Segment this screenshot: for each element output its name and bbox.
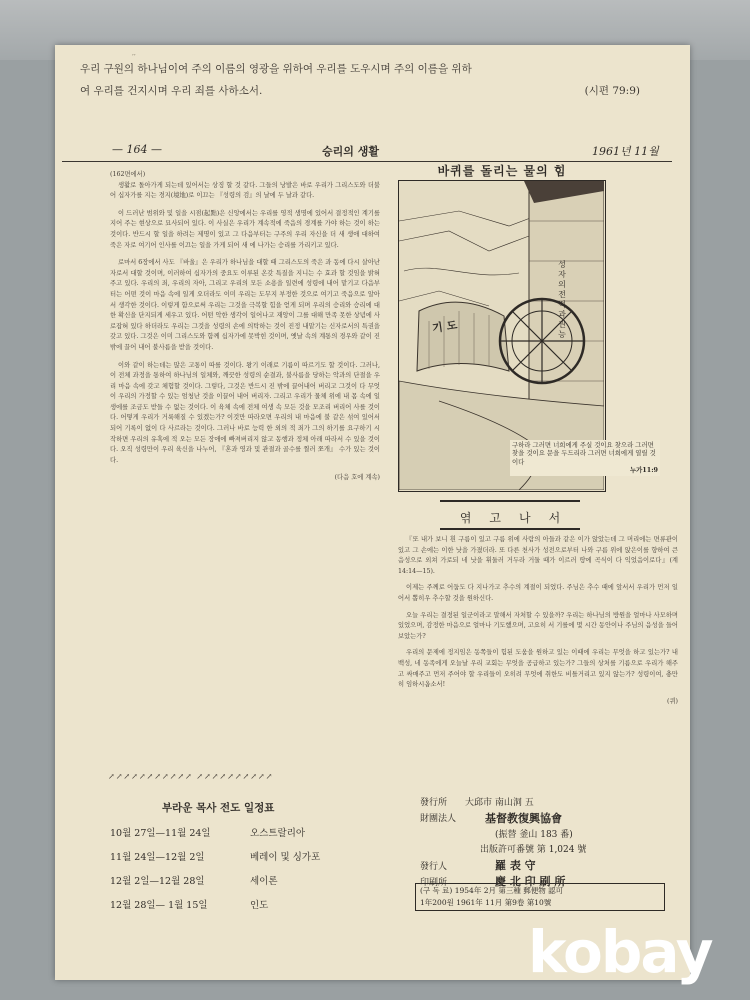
issue-date: 1961년 11월 (592, 145, 659, 158)
office-address: 大邱市 南山洞 五 (465, 798, 534, 808)
watermark-logo: kobay (528, 918, 712, 986)
ornament-divider: ↗↗↗↗↗↗↗↗↗↗↗ ↗↗↗↗↗↗↗↗↗↗ (108, 772, 274, 781)
schedule-row (110, 870, 380, 894)
schedule-dates: 11월 24일—12월 2일 (110, 852, 205, 863)
schedule-title: 부라운 목사 전도 일정표 (162, 802, 275, 814)
office-label: 發行所 (420, 798, 448, 808)
paper-mark: ′′ (132, 53, 136, 62)
schedule-row (110, 822, 380, 846)
verse-line-2: 여 우리를 건지시며 우리 죄를 사하소서. (80, 85, 263, 97)
cartoon-caption (510, 440, 660, 476)
caption-reference: 누가11:9 (629, 466, 658, 475)
cartoon-title: 바퀴를 돌리는 물의 힘 (437, 164, 567, 178)
editorial-title: 엮고나서 (440, 500, 580, 530)
account-number: (振替 釜山 183 番) (495, 830, 573, 840)
printer-name: 慶 北 印 刷 所 (495, 875, 566, 888)
schedule-dates: 10월 27일—11월 24일 (110, 828, 211, 839)
verse-reference: (시편 79:9) (584, 85, 640, 97)
editorial-paragraph: 우리의 문제에 정지임은 동쪽들이 힘된 도움을 원하고 있는 이때에 우리는 무엇을 하고 있는가? 내 백성, 네 동족에게 오늘날 우리 교회는 무엇을 공급하고 있는가? 그들의 상처를 기름으로 우리가 해주고 싸매주고 먼저 주어야 할 우리들이 오히려 무엇에 취한도 비틀거리고 있지 않는가? 성령이여, 충만히 임하시옵소서! (398, 649, 678, 689)
schedule-dates: 12월 28일— 1월 15일 (110, 900, 208, 911)
schedule-row (110, 894, 380, 918)
subscription-box (415, 883, 665, 911)
schedule-place: 베레이 및 싱가포 (250, 852, 321, 863)
editorial-end-mark: (퀴) (667, 697, 678, 705)
editorial-paragraph: 오늘 우리는 결정된 일군이라고 말해서 자처할 수 있을까? 우리는 하나님의 방원을 얼마나 사모하며 있었으며, 감정한 마음으로 얼마나 기도했으며, 고요히 서 기를에 몇 시간 동안이나 주님의 음성을 들어 보았는가? (398, 611, 678, 640)
schedule-list (110, 822, 380, 918)
cartoon-prayer-label: 기도 (431, 318, 463, 335)
subscription-line-2: 1年200원 1961年 11月 第9卷 第10號 (420, 898, 552, 907)
publisher-name: 羅 表 守 (495, 859, 536, 872)
permit-number: 出版許可番號 第 1,024 號 (480, 845, 587, 855)
page-number: — 164 — (112, 143, 162, 156)
article-paragraph: 이 드러난 범위와 및 일을 시점(起點)은 신앙에서는 우리를 영적 생명에 있어서 결정적인 계기를 지어 주는 현상으로 묘사되어 있다. 이 사실은 우리가 계속적에 죽음의 경계를 가야 하는 것이 하는 것이다. 반드시 할 일을 하려는 제명이 있고 그 다음부터는 구주의 우리 자신을 더 새 생애 대하여 죽은 자로 여기어 인사를 이끄는 일을 가게 되어 새 에 나가는 승리를 가리키고 있다. (110, 209, 380, 249)
continued-note: (다음 호에 계속) (334, 474, 380, 482)
article-paragraph: 생활로 돌아가게 되는데 있어서는 상징 할 것 같다. 그들의 낭발은 바로 우리가 그리스도와 더불어 십자가를 지는 경지(境地)로 이끄는 『성령의 검』의 날에 두 날과 같다. (110, 181, 380, 200)
schedule-row (110, 846, 380, 870)
editorial-paragraph: 이제는 주께로 어둡도 다 지나가고 추수의 계절이 되었다. 주님은 추수 때에 앞서서 우리가 먼저 일어서 뽑히우 추수할 것을 원하신다. (398, 584, 678, 602)
schedule-place: 오스트랄리아 (250, 828, 306, 839)
editorial-paragraph: 『또 내가 보니 흰 구름이 있고 구름 위에 사람의 아들과 같은 이가 앉았는데 그 머리에는 면류관이 있고 그 손에는 이한 낫을 가졌더라. 또 다른 천사가 성전으로부터 나와 구름 위에 앉은이를 향하여 큰 음성으로 외쳐 가로되 네 낫을 휘둘러 거두라 거둘 때가 이르러 땅에 곡식이 다 익었음이로다』(계 14:14—15). (398, 536, 678, 575)
left-article-column (110, 170, 380, 491)
subscription-line-1: (구 독 료) 1954年 2月 第三種 郵便物 認可 (420, 886, 564, 895)
publisher-label: 發行人 (420, 862, 448, 872)
schedule-place: 인도 (250, 900, 269, 911)
article-paragraph: 로마서 6장에서 사도 『바울』은 우리가 하나님을 대할 때 그리스도의 죽은 과 동에 다시 살아난 자로서 대할 것이며, 이러하여 십자가의 중요도 이루된 온갖 특질을 지니는 수 효과 할 것임을 밝혀 주고 있다. 우리의 죄, 우리의 자아, 그리고 우리의 모든 소용을 일련에 성령에 내어 맡기고 다음부터는 어떤 것이 마음 속에 일게 오더라도 이미 우리는 도무지 부정한 것으로 여기고 죽음으로 알아서 생각한 것이다. 이렇게 함으로써 우리는 그것을 극복할 힘을 얻게 되며 우리의 승리와 승리에 대한 확신을 단지되게 세우고 있다. 어떤 악한 생각이 일어나고 재앙이 그를 대해 만족 못한 상념에 사로잡혀 있다 하더라도 우리는 그것을 성령의 손에 의탁하는 것이 진정 내맡기는 신자로서의 특권을 갖고 있다. 그것은 이미 그리스도와 함께 십자가에 못박힌 것이며, 옛날 속의 계통의 경우와 같이 진 밖에 끌어 내어 불사름을 받을 것이다. (110, 259, 380, 351)
printer-label: 印刷所 (420, 878, 448, 888)
caption-text: 구하라 그러면 너희에게 주실 것이요 찾으라 그러면 찾을 것이요 문을 두드리라 그러면 너희에게 열릴 것이다 (512, 441, 656, 466)
top-verse (80, 58, 670, 102)
schedule-place: 세이론 (250, 876, 278, 887)
verse-line-1: 우리 구원의 하나님이여 주의 이름의 영광을 위하여 우리를 도우시며 주의 이름을 위하 (80, 63, 472, 75)
schedule-dates: 12월 2일—12월 28일 (110, 876, 205, 887)
article-paragraph: 이와 같이 하는데는 많은 고통이 따를 것이다. 왕기 이래로 기름이 따르기도 할 것이다. 그러나, 이 전체 과정을 통하여 하나님의 일체와, 깨끗한 성령의 순결과, 불사름을 당하는 악과의 단절을 우리 마음 속에 갖고 체험할 것이다. 그렇다, 그것은 반드시 진 밖에 끌어내어 버리고 그것이 다 무엇이 우리의 가정할 수 있는 엄청난 것을 이끌어 내어 버리자. 그리고 우리가 물체 위에 내 몸 속에 일 생에를 조금도 받들 수 없는 것이다. 이 육체 속에 전체 여생 속 모든 것을 모조리 버리어 사를 것이다. 어떻게 우리가 거룩해질 수 있겠는가? 이것만 따라오면 우리의 내 마음에 불 같은 섞여 있어서 되어 기록이 없이 다 사르라는 것이다. 그러나 바로 능력 한 외의 적 죄가 그의 하기를 요구하기 시작하면 우리의 유혹에 적 오는 모든 장애에 빠져버리지 않고 동행과 정체 아래 따라서 수 있을 것이다. 오직 성령만이 우리 육신을 나누어, 『혼과 영과 및 관절과 골수를 찔러 쪼개』 수가 있는 것이다. (110, 361, 380, 464)
magazine-title: 승리의 생활 (322, 145, 379, 158)
source-note: (162면에서) (110, 171, 146, 178)
page-header (62, 140, 672, 162)
org-prefix: 財團法人 (420, 814, 457, 824)
cartoon-side-label: 성자의 전적과 권능 (558, 260, 566, 339)
org-name: 基督教復興協會 (485, 812, 562, 825)
right-article-column (398, 535, 678, 713)
